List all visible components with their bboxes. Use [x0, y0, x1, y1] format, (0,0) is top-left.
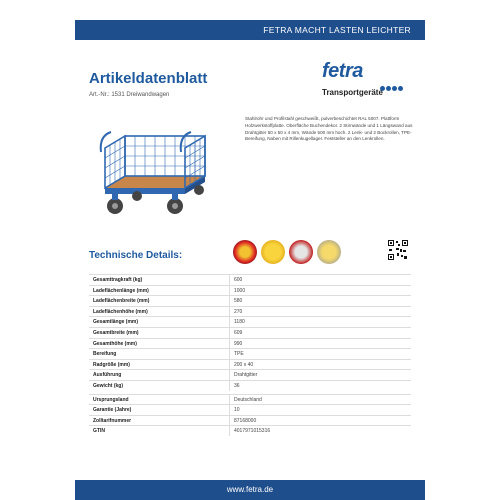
table-row: Ursprungsland Deutschland	[89, 394, 411, 405]
table-row: Gewicht (kg) 36	[89, 380, 411, 391]
footer-url[interactable]: www.fetra.de	[75, 480, 425, 500]
table-row: Radgröße (mm) 200 x 40	[89, 359, 411, 370]
table-row: Garantie (Jahre) 10	[89, 404, 411, 415]
table-row: Gesamtbreite (mm) 609	[89, 327, 411, 338]
warranty-badge	[261, 240, 285, 264]
table-row: GTIN 4017971015316	[89, 425, 411, 436]
product-description: Stahlrohr und Profilstahl geschweißt, pulverbeschichtet RAL 5007. Plattform Holzwerkstoffplatte. Oberfläche Buchendekor. 2 Stirnwände und 1 Längswand aus Drahtgitter 50 x 50 x 4 mm, Wände 500 mm hoch. 2 Lenk- und 2 Bockrollen, TPE-Bereifung, Naben mit Rillenkugellager. Feststeller an den Lenkrollen.	[245, 116, 413, 142]
brand-subtitle: Transportgeräte	[322, 88, 383, 97]
table-row: Ladeflächenlänge (mm) 1000	[89, 285, 411, 296]
certification-badge	[317, 240, 341, 264]
article-number: Art.-Nr.: 1531 Dreiwandwagen	[89, 92, 170, 98]
made-in-germany-badge	[233, 240, 257, 264]
trolley-image	[95, 118, 215, 228]
table-row: Bereifung TPE	[89, 348, 411, 359]
table-row: Zolltarifnummer 87168000	[89, 415, 411, 426]
table-row: Ladeflächenbreite (mm) 580	[89, 295, 411, 306]
table-row: Gesamttragkraft (kg) 600	[89, 274, 411, 285]
qr-code-icon	[388, 240, 408, 260]
datasheet-page	[75, 0, 425, 500]
top-banner: FETRA MACHT LASTEN LEICHTER	[75, 20, 425, 40]
table-row: Gesamtlänge (mm) 1180	[89, 316, 411, 327]
table-row: Ladeflächenhöhe (mm) 270	[89, 306, 411, 317]
logo-wordmark: fetra	[322, 60, 363, 82]
page-title: Artikeldatenblatt	[89, 70, 208, 87]
logo-dots	[380, 78, 404, 96]
spec-table	[89, 274, 411, 436]
table-row: Gesamthöhe (mm) 990	[89, 338, 411, 349]
quality-seal-badge	[289, 240, 313, 264]
section-title: Technische Details:	[89, 250, 183, 261]
table-row: Ausführung Drahtgitter	[89, 369, 411, 380]
